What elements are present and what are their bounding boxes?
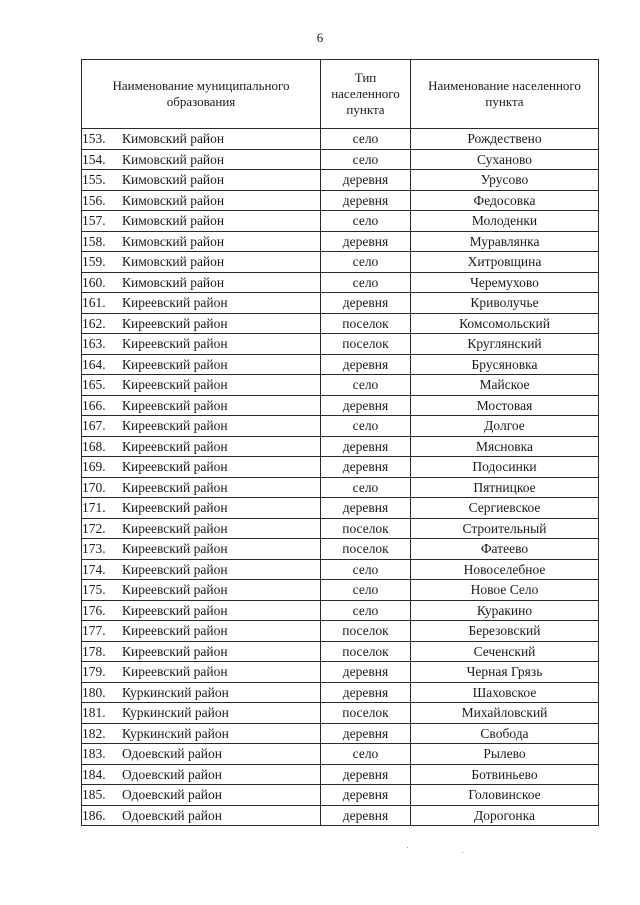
- table-row: [82, 744, 599, 765]
- municipality-cell: [82, 272, 321, 293]
- settlement-type-cell: деревня: [321, 395, 411, 416]
- municipality-name: Кимовский район: [122, 151, 225, 167]
- settlement-type-cell: село: [321, 580, 411, 601]
- table-row: [82, 354, 599, 375]
- settlement-type-cell: село: [321, 252, 411, 273]
- settlement-name-cell: Березовский: [411, 621, 599, 642]
- municipality-cell: [82, 498, 321, 519]
- table-row: [82, 498, 599, 519]
- settlement-name-cell: Черемухово: [411, 272, 599, 293]
- municipality-name: Киреевский район: [122, 500, 228, 516]
- settlement-name-cell: Федосовка: [411, 190, 599, 211]
- municipality-cell: [82, 313, 321, 334]
- row-number: 171.: [82, 500, 106, 516]
- settlement-name-cell: Головинское: [411, 785, 599, 806]
- settlement-type-cell: село: [321, 149, 411, 170]
- row-number: 167.: [82, 418, 106, 434]
- municipality-name: Одоевский район: [122, 746, 222, 762]
- table-row: [82, 600, 599, 621]
- municipality-cell: [82, 580, 321, 601]
- settlement-name-cell: Рождествено: [411, 129, 599, 150]
- municipality-cell: [82, 662, 321, 683]
- row-number: 157.: [82, 213, 106, 229]
- municipality-name: Одоевский район: [122, 766, 222, 782]
- row-number: 178.: [82, 643, 106, 659]
- settlement-type-cell: деревня: [321, 723, 411, 744]
- header-settlement-type: Тип населенного пункта: [321, 60, 411, 129]
- settlement-name-cell: Муравлянка: [411, 231, 599, 252]
- page-number: 6: [316, 30, 324, 45]
- table-row: [82, 703, 599, 724]
- row-number: 184.: [82, 766, 106, 782]
- municipality-name: Киреевский район: [122, 438, 228, 454]
- municipality-cell: [82, 539, 321, 560]
- settlement-name-cell: Дорогонка: [411, 805, 599, 826]
- scan-speck: [462, 852, 463, 853]
- settlement-type-cell: село: [321, 375, 411, 396]
- row-number: 168.: [82, 438, 106, 454]
- row-number: 176.: [82, 602, 106, 618]
- table-row: [82, 539, 599, 560]
- settlement-type-cell: деревня: [321, 682, 411, 703]
- settlement-name-cell: Брусяновка: [411, 354, 599, 375]
- header-municipality: Наименование муниципального образования: [82, 60, 321, 129]
- municipality-cell: [82, 231, 321, 252]
- row-number: 185.: [82, 787, 106, 803]
- table-row: [82, 457, 599, 478]
- table-header: [82, 60, 599, 129]
- table-row: [82, 190, 599, 211]
- municipality-cell: [82, 129, 321, 150]
- municipality-name: Киреевский район: [122, 664, 228, 680]
- municipality-name: Кимовский район: [122, 131, 225, 147]
- row-number: 169.: [82, 459, 106, 475]
- table-row: [82, 149, 599, 170]
- settlement-type-cell: село: [321, 744, 411, 765]
- row-number: 174.: [82, 561, 106, 577]
- settlement-name-cell: Сеченский: [411, 641, 599, 662]
- table-body: [82, 129, 599, 826]
- row-number: 162.: [82, 315, 106, 331]
- settlement-name-cell: Комсомольский: [411, 313, 599, 334]
- settlement-type-cell: деревня: [321, 785, 411, 806]
- header-row: [82, 60, 599, 129]
- settlement-name-cell: Долгое: [411, 416, 599, 437]
- municipality-cell: [82, 252, 321, 273]
- settlement-name-cell: Черная Грязь: [411, 662, 599, 683]
- table-row: [82, 252, 599, 273]
- settlement-name-cell: Пятницкое: [411, 477, 599, 498]
- table-row: [82, 805, 599, 826]
- municipality-name: Киреевский район: [122, 295, 228, 311]
- settlement-type-cell: деревня: [321, 436, 411, 457]
- row-number: 166.: [82, 397, 106, 413]
- municipality-cell: [82, 395, 321, 416]
- municipality-name: Киреевский район: [122, 459, 228, 475]
- row-number: 160.: [82, 274, 106, 290]
- municipality-cell: [82, 621, 321, 642]
- municipality-name: Киреевский район: [122, 643, 228, 659]
- municipality-cell: [82, 375, 321, 396]
- municipality-cell: [82, 436, 321, 457]
- table-row: [82, 764, 599, 785]
- row-number: 182.: [82, 725, 106, 741]
- table-row: [82, 518, 599, 539]
- table-row: [82, 436, 599, 457]
- municipality-cell: [82, 149, 321, 170]
- municipality-cell: [82, 764, 321, 785]
- table-row: [82, 641, 599, 662]
- municipality-cell: [82, 518, 321, 539]
- table-row: [82, 313, 599, 334]
- settlement-name-cell: Ботвиньево: [411, 764, 599, 785]
- municipality-cell: [82, 334, 321, 355]
- table-row: [82, 129, 599, 150]
- municipality-name: Киреевский район: [122, 623, 228, 639]
- settlement-type-cell: село: [321, 416, 411, 437]
- settlement-type-cell: село: [321, 477, 411, 498]
- table-row: [82, 272, 599, 293]
- settlement-type-cell: поселок: [321, 641, 411, 662]
- settlement-name-cell: Подосинки: [411, 457, 599, 478]
- settlement-type-cell: поселок: [321, 539, 411, 560]
- municipality-cell: [82, 703, 321, 724]
- municipality-cell: [82, 354, 321, 375]
- row-number: 180.: [82, 684, 106, 700]
- settlement-name-cell: Новоселебное: [411, 559, 599, 580]
- settlement-name-cell: Строительный: [411, 518, 599, 539]
- settlement-type-cell: поселок: [321, 703, 411, 724]
- municipality-name: Куркинский район: [122, 705, 229, 721]
- settlement-name-cell: Суханово: [411, 149, 599, 170]
- settlement-type-cell: село: [321, 129, 411, 150]
- table-row: [82, 395, 599, 416]
- header-settlement-name: Наименование населенного пункта: [411, 60, 599, 129]
- settlement-type-cell: деревня: [321, 231, 411, 252]
- settlement-type-cell: село: [321, 272, 411, 293]
- municipality-name: Киреевский район: [122, 479, 228, 495]
- municipality-cell: [82, 416, 321, 437]
- municipality-name: Кимовский район: [122, 192, 225, 208]
- municipality-cell: [82, 744, 321, 765]
- municipality-name: Одоевский район: [122, 807, 222, 823]
- row-number: 179.: [82, 664, 106, 680]
- settlement-name-cell: Свобода: [411, 723, 599, 744]
- settlement-name-cell: Хитровщина: [411, 252, 599, 273]
- settlement-name-cell: Михайловский: [411, 703, 599, 724]
- settlement-name-cell: Молоденки: [411, 211, 599, 232]
- settlement-type-cell: поселок: [321, 313, 411, 334]
- municipality-name: Одоевский район: [122, 787, 222, 803]
- municipality-name: Киреевский район: [122, 315, 228, 331]
- table-row: [82, 785, 599, 806]
- settlement-type-cell: деревня: [321, 293, 411, 314]
- row-number: 177.: [82, 623, 106, 639]
- table-row: [82, 580, 599, 601]
- settlement-name-cell: Новое Село: [411, 580, 599, 601]
- municipality-cell: [82, 477, 321, 498]
- municipality-cell: [82, 805, 321, 826]
- row-number: 165.: [82, 377, 106, 393]
- municipality-cell: [82, 682, 321, 703]
- table-row: [82, 662, 599, 683]
- settlement-type-cell: деревня: [321, 805, 411, 826]
- table-row: [82, 293, 599, 314]
- municipality-cell: [82, 170, 321, 191]
- settlement-type-cell: деревня: [321, 190, 411, 211]
- row-number: 170.: [82, 479, 106, 495]
- municipality-cell: [82, 723, 321, 744]
- row-number: 175.: [82, 582, 106, 598]
- row-number: 173.: [82, 541, 106, 557]
- municipality-name: Киреевский район: [122, 397, 228, 413]
- settlements-table: [81, 59, 599, 826]
- municipality-name: Куркинский район: [122, 684, 229, 700]
- row-number: 158.: [82, 233, 106, 249]
- table-row: [82, 621, 599, 642]
- municipality-name: Киреевский район: [122, 377, 228, 393]
- settlement-type-cell: деревня: [321, 764, 411, 785]
- table-row: [82, 477, 599, 498]
- settlement-name-cell: Мостовая: [411, 395, 599, 416]
- municipality-name: Киреевский район: [122, 582, 228, 598]
- municipality-name: Киреевский район: [122, 418, 228, 434]
- settlement-type-cell: деревня: [321, 498, 411, 519]
- municipality-cell: [82, 559, 321, 580]
- settlement-type-cell: поселок: [321, 518, 411, 539]
- settlement-name-cell: Криволучье: [411, 293, 599, 314]
- row-number: 154.: [82, 151, 106, 167]
- municipality-cell: [82, 641, 321, 662]
- settlement-type-cell: деревня: [321, 662, 411, 683]
- table-row: [82, 334, 599, 355]
- settlement-type-cell: деревня: [321, 354, 411, 375]
- row-number: 183.: [82, 746, 106, 762]
- row-number: 181.: [82, 705, 106, 721]
- table-row: [82, 682, 599, 703]
- row-number: 159.: [82, 254, 106, 270]
- table-row: [82, 559, 599, 580]
- settlement-type-cell: село: [321, 559, 411, 580]
- municipality-name: Киреевский район: [122, 561, 228, 577]
- settlement-name-cell: Мясновка: [411, 436, 599, 457]
- row-number: 153.: [82, 131, 106, 147]
- settlement-name-cell: Куракино: [411, 600, 599, 621]
- municipality-name: Кимовский район: [122, 274, 225, 290]
- settlement-name-cell: Майское: [411, 375, 599, 396]
- table-row: [82, 416, 599, 437]
- settlement-name-cell: Шаховское: [411, 682, 599, 703]
- row-number: 186.: [82, 807, 106, 823]
- municipality-name: Киреевский район: [122, 520, 228, 536]
- table-row: [82, 170, 599, 191]
- row-number: 156.: [82, 192, 106, 208]
- scan-speck: [407, 847, 408, 848]
- municipality-cell: [82, 785, 321, 806]
- municipality-name: Кимовский район: [122, 254, 225, 270]
- settlement-type-cell: деревня: [321, 457, 411, 478]
- municipality-name: Кимовский район: [122, 233, 225, 249]
- municipality-name: Киреевский район: [122, 541, 228, 557]
- municipality-cell: [82, 600, 321, 621]
- table-row: [82, 211, 599, 232]
- settlement-type-cell: село: [321, 211, 411, 232]
- municipality-cell: [82, 190, 321, 211]
- settlement-type-cell: село: [321, 600, 411, 621]
- table-row: [82, 375, 599, 396]
- row-number: 161.: [82, 295, 106, 311]
- row-number: 163.: [82, 336, 106, 352]
- table-row: [82, 231, 599, 252]
- settlement-name-cell: Урусово: [411, 170, 599, 191]
- settlement-type-cell: поселок: [321, 334, 411, 355]
- settlement-name-cell: Круглянский: [411, 334, 599, 355]
- municipality-name: Куркинский район: [122, 725, 229, 741]
- settlement-type-cell: деревня: [321, 170, 411, 191]
- municipality-name: Кимовский район: [122, 172, 225, 188]
- row-number: 164.: [82, 356, 106, 372]
- settlement-name-cell: Фатеево: [411, 539, 599, 560]
- settlement-name-cell: Сергиевское: [411, 498, 599, 519]
- row-number: 155.: [82, 172, 106, 188]
- settlement-name-cell: Рылево: [411, 744, 599, 765]
- municipality-name: Киреевский район: [122, 336, 228, 352]
- municipality-cell: [82, 211, 321, 232]
- municipality-name: Киреевский район: [122, 602, 228, 618]
- municipality-cell: [82, 293, 321, 314]
- municipality-name: Киреевский район: [122, 356, 228, 372]
- row-number: 172.: [82, 520, 106, 536]
- table-row: [82, 723, 599, 744]
- municipality-cell: [82, 457, 321, 478]
- municipality-name: Кимовский район: [122, 213, 225, 229]
- settlement-type-cell: поселок: [321, 621, 411, 642]
